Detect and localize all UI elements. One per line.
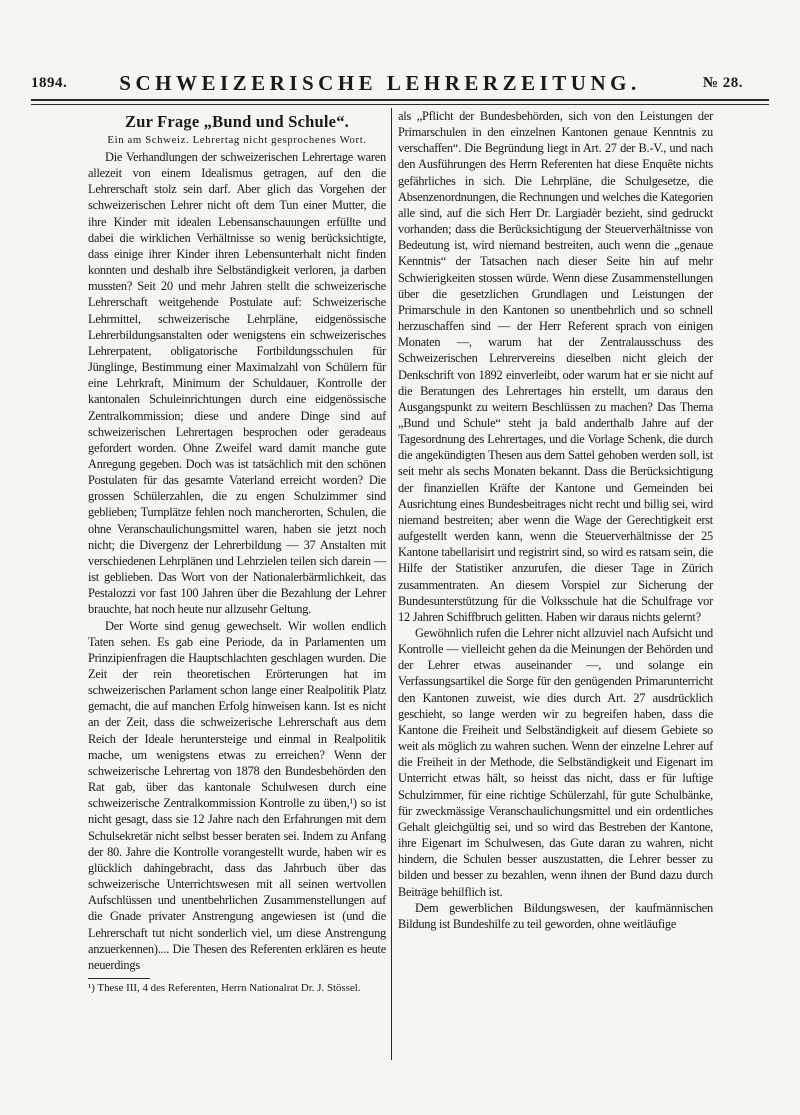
paragraph: Gewöhnlich rufen die Lehrer nicht allzuviel nach Aufsicht und Kontrolle — vielleicht gehen da die Meinungen der Behörden und der Lehrer etwas auseinander —, und solange ein Verfassungsartikel die Sorge für den genügenden Primarunterricht den Kantonen zuweist, wie dies durch Art. 27 ausdrücklich geschieht, so lange werden wir zu begreifen haben, dass die Kantone die Freiheit und Selbständigkeit auf diesem Gebiete so weit als möglich zu wahren suchen. Wenn der einzelne Lehrer auf die Freiheit in der Methode, die Selbständigkeit und Eigenart im Unterricht etwas hält, so heisst das nicht, dass er für luftige Schulzimmer, für eine richtige Schülerzahl, für gute Schulbänke, für zweckmässige Veranschaulichungsmittel und ein ordentliches Gehalt gleichgültig sei, und so wird das Bestreben der Kantone, ihre Eigenart im Schulwesen, das Gute daran zu wahren, nicht hindern, die Schulen besser auszustatten, die Lehrer besser zu bilden und besser zu bezahlen, wenn ihnen der Bund dazu durch Beiträge behilflich ist. xyxy=(398,626,713,899)
paragraph: als „Pflicht der Bundesbehörden, sich von den Leistungen der Primarschulen in den einzelnen Kantonen genaue Kenntnis zu verschaffen“. Die Begründung liegt in Art. 27 der B.-V., und nach den Ausführungen des Herrn Referenten hat diese Enquête nichts gefährliches in sich. Die Lehrpläne, die Schulgesetze, die Absenzenordnungen, die Rechnungen und welches die Kategorien alle sind, auf die sich Herr Dr. Largiadèr bezieht, sind gedruckt vorhanden; dass die Berücksichtigung der Steuerverhältnisse von Bedeutung ist, wird niemand bestreiten, auch wenn die „genaue Kenntnis“ der Tatsachen nach dieser Seite hin auf mehr Schwierigkeiten stossen würde. Wenn diese Zusammenstellungen über die gesetzlichen Grundlagen und Leistungen der Primarschule in den Kantonen so unentbehrlich und so schnell herzuschaffen sind — der Herr Referent sprach von einigen Monaten —, warum hat der Zentralausschuss des Schweizerischen Lehrervereins dieselben nicht gleich der Denkschrift von 1892 einverleibt, oder warum hat er sie nicht auf die Beratungen des Lehrertages hin erstellt, um daraus den Ausgangspunkt zu weitern Beschlüssen zu machen? Das Thema „Bund und Schule“ steht ja bald anderthalb Jahre auf der Tagesordnung des Lehrertages, und die Vorlage Schenk, die durch die angekündigten Thesen aus dem Sattel gehoben werden soll, ist seit mehr als sechs Monaten bekannt. Dass die Berücksichtigung der finanziellen Kräfte der Kantone und Gemeinden bei Ausrichtung eines Bundesbeitrages nicht recht und billig sei, wird niemand bestreiten; aber wenn die Wage der Gerechtigkeit erst aufgestellt werden kann, wenn die Steuerverhältnisse der 25 Kantone tabellarisirt und registrirt sind, so wird es ratsam sein, die Hilfe der Statistiker anzurufen, die dieser Tage in Zürich zusammentraten. An diesem Vorspiel zur Sicherung der Bundesunterstützung für die Volksschule hat die Schulfrage vor 12 Jahren Schiffbruch gelitten. Haben wir daraus nichts gelernt? xyxy=(398,109,713,624)
masthead xyxy=(0,0,800,99)
masthead-year: 1894. xyxy=(31,75,68,91)
article-columns xyxy=(88,108,713,1060)
paragraph: Dem gewerblichen Bildungswesen, der kaufmännischen Bildung ist Bundeshilfe zu teil geworden, ohne weitläufige xyxy=(398,900,713,931)
masthead-rule xyxy=(31,99,769,105)
article-heading: Zur Frage „Bund und Schule“. xyxy=(125,112,349,131)
article-subtitle: Ein am Schweiz. Lehrertag nicht gesprochenes Wort. xyxy=(107,134,367,146)
masthead-issue-number: № 28. xyxy=(702,75,743,91)
paragraph: Der Worte sind genug gewechselt. Wir wollen endlich Taten sehen. Es gab eine Periode, da in Parlamenten um Prinzipienfragen die Hauptschlachten geschlagen wurden. Die Zeit der rein theoretischen Erörterungen hat im schweizerischen Parlament schon lange einer Realpolitik Platz gemacht, die auf manchen Erfolg hinweisen kann. Ist es nicht an der Zeit, dass die schweizerische Lehrerschaft aus dem Reich der Ideale heruntersteige und einmal in Realpolitik mache, um wenigstens etwas zu erreichen? Wenn der schweizerische Lehrertag von 1878 den Bundesbehörden den Rat gab, über das kantonale Schulwesen durch eine schweizerische Zentralkommission Kontrolle zu üben,¹) so ist nicht gesagt, dass sie 12 Jahre nach den Erfahrungen mit dem Schulsekretär nicht selbst besser beraten sei. Indem zu Anfang der 80. Jahre die Kontrolle vorangestellt wurde, haben wir es glücklich dahingebracht, dass das Jahrbuch über das schweizerische Unterrichtswesen mit all seinen wertvollen Aufschlüssen und unentbehrlichen Zusammenstellungen auf die Gnade privater Anstrengung angewiesen ist (und die Lehrerschaft tut nicht sonderlich viel, um diese Anstrengung anzuerkennen).... Die Thesen des Referenten erklären es heute neuerdings xyxy=(88,618,386,972)
footnote: ¹) These III, 4 des Referenten, Herrn Nationalrat Dr. J. Stössel. xyxy=(88,981,361,994)
paragraph: Die Verhandlungen der schweizerischen Lehrertage waren allezeit von einem Idealismus getragen, auf den die Lehrerschaft stolz sein darf. Aber glich das Vorgehen der schweizerischen Lehrer nicht oft dem Tun einer Mutter, die ihre Kinder mit idealen Lebensanschauungen erfüllte und dabei die wirklichen Verhältnisse so wenig berücksichtigte, dass einige ihrer Kinder ihren Lebensunterhalt nicht finden konnten und deshalb ihre Selbständigkeit verloren, ja darben mussten? Seit 20 und mehr Jahren stellt die schweizerische Lehrerschaft weitgehende Postulate auf: Schweizerische Lehrmittel, schweizerische Lehrpläne, eidgenössische Lehrerbildungsanstalten oder wenigstens ein schweizerisches Lehrerpatent, obligatorische Fortbildungsschulen für Jünglinge, Bestimmung einer Maximalzahl von Schülern für eine Lehrkraft, Minimum der Schuldauer, Kontrolle der kantonalen Schuleinrichtungen durch eine eidgenössische Zentralkommission; diese und andere Dinge sind auf schweizerischen Lehrertagen besprochen oder geradeaus gefordert worden. Ohne Zweifel ward damit manche gute Anregung gegeben. Doch was ist tatsächlich mit den schönen Postulaten für das gesamte Vaterland erreicht worden? Die grossen Schülerzahlen, die zu engen Schulzimmer sind geblieben; Turnplätze fehlen noch mancherorten, Schulen, die ohne Veranschaulichungsmittel waren, haben sie jetzt noch nicht; die Divergenz der Lehrerbildung — 37 Anstalten mit verschiedenen Lehrplänen und Lehrzielen teilen sich darein — ist geblieben. Das Wort von der Nationalerbärmlichkeit, das Pestalozzi vor fast 100 Jahren über die Bezahlung der Lehrer brauchte, hat noch heute nur allzusehr Geltung. xyxy=(88,150,386,617)
masthead-title: SCHWEIZERISCHE LEHRERZEITUNG. xyxy=(119,71,641,95)
right-column xyxy=(392,108,713,1060)
footnote-separator xyxy=(88,978,150,979)
left-column xyxy=(88,108,391,1060)
